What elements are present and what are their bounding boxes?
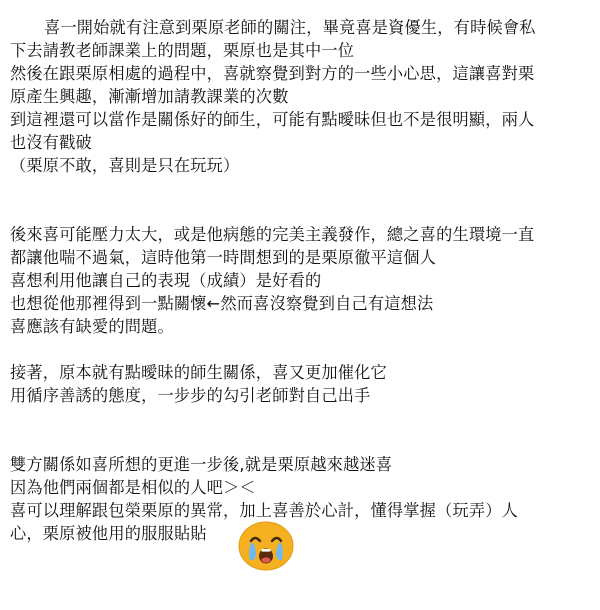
paragraph-3 bbox=[10, 361, 592, 407]
text-line: 心，栗原被他用的服服貼貼 bbox=[10, 524, 207, 543]
paragraph-spacer bbox=[10, 407, 592, 453]
paragraph-spacer bbox=[10, 338, 592, 361]
text-line: 喜應該有缺愛的問題。 bbox=[10, 317, 174, 336]
crying-face-icon bbox=[236, 520, 296, 572]
paragraph-spacer bbox=[10, 177, 592, 223]
document-body bbox=[10, 16, 592, 545]
text-line: 後來喜可能壓力太大，或是他病態的完美主義發作，總之喜的生環境一直 bbox=[10, 225, 535, 244]
text-line: 接著，原本就有點曖昧的師生關係，喜又更加催化它 bbox=[10, 363, 387, 382]
text-line: 然後在跟栗原相處的過程中，喜就察覺到對方的一些小心思，這讓喜對栗 bbox=[10, 64, 535, 83]
text-line: 用循序善誘的態度，一步步的勾引老師對自己出手 bbox=[10, 386, 371, 405]
paragraph-4 bbox=[10, 453, 592, 545]
text-line: （栗原不敢，喜則是只在玩玩） bbox=[10, 156, 240, 175]
paragraph-1 bbox=[10, 16, 592, 177]
text-line: 到這裡還可以當作是關係好的師生，可能有點曖昧但也不是很明顯，兩人 bbox=[10, 110, 535, 129]
text-line: 喜一開始就有注意到栗原老師的關注，畢竟喜是資優生，有時候會私 bbox=[44, 18, 536, 37]
text-line: 也沒有戳破 bbox=[10, 133, 92, 152]
text-line: 喜想利用他讓自己的表現（成績）是好看的 bbox=[10, 271, 322, 290]
text-line: 也想從他那裡得到一點關懷←然而喜沒察覺到自己有這想法 bbox=[10, 294, 434, 313]
paragraph-2 bbox=[10, 223, 592, 338]
text-line: 下去請教老師課業上的問題，栗原也是其中一位 bbox=[10, 41, 355, 60]
text-line: 都讓他喘不過氣，這時他第一時間想到的是栗原徹平這個人 bbox=[10, 248, 437, 267]
text-line: 因為他們兩個都是相似的人吧＞＜ bbox=[10, 478, 256, 497]
text-line: 雙方關係如喜所想的更進一步後,就是栗原越來越迷喜 bbox=[10, 455, 393, 474]
text-line: 喜可以理解跟包榮栗原的異常，加上喜善於心計，懂得掌握（玩弄）人 bbox=[10, 501, 519, 520]
text-line: 原產生興趣，漸漸增加請教課業的次數 bbox=[10, 87, 289, 106]
